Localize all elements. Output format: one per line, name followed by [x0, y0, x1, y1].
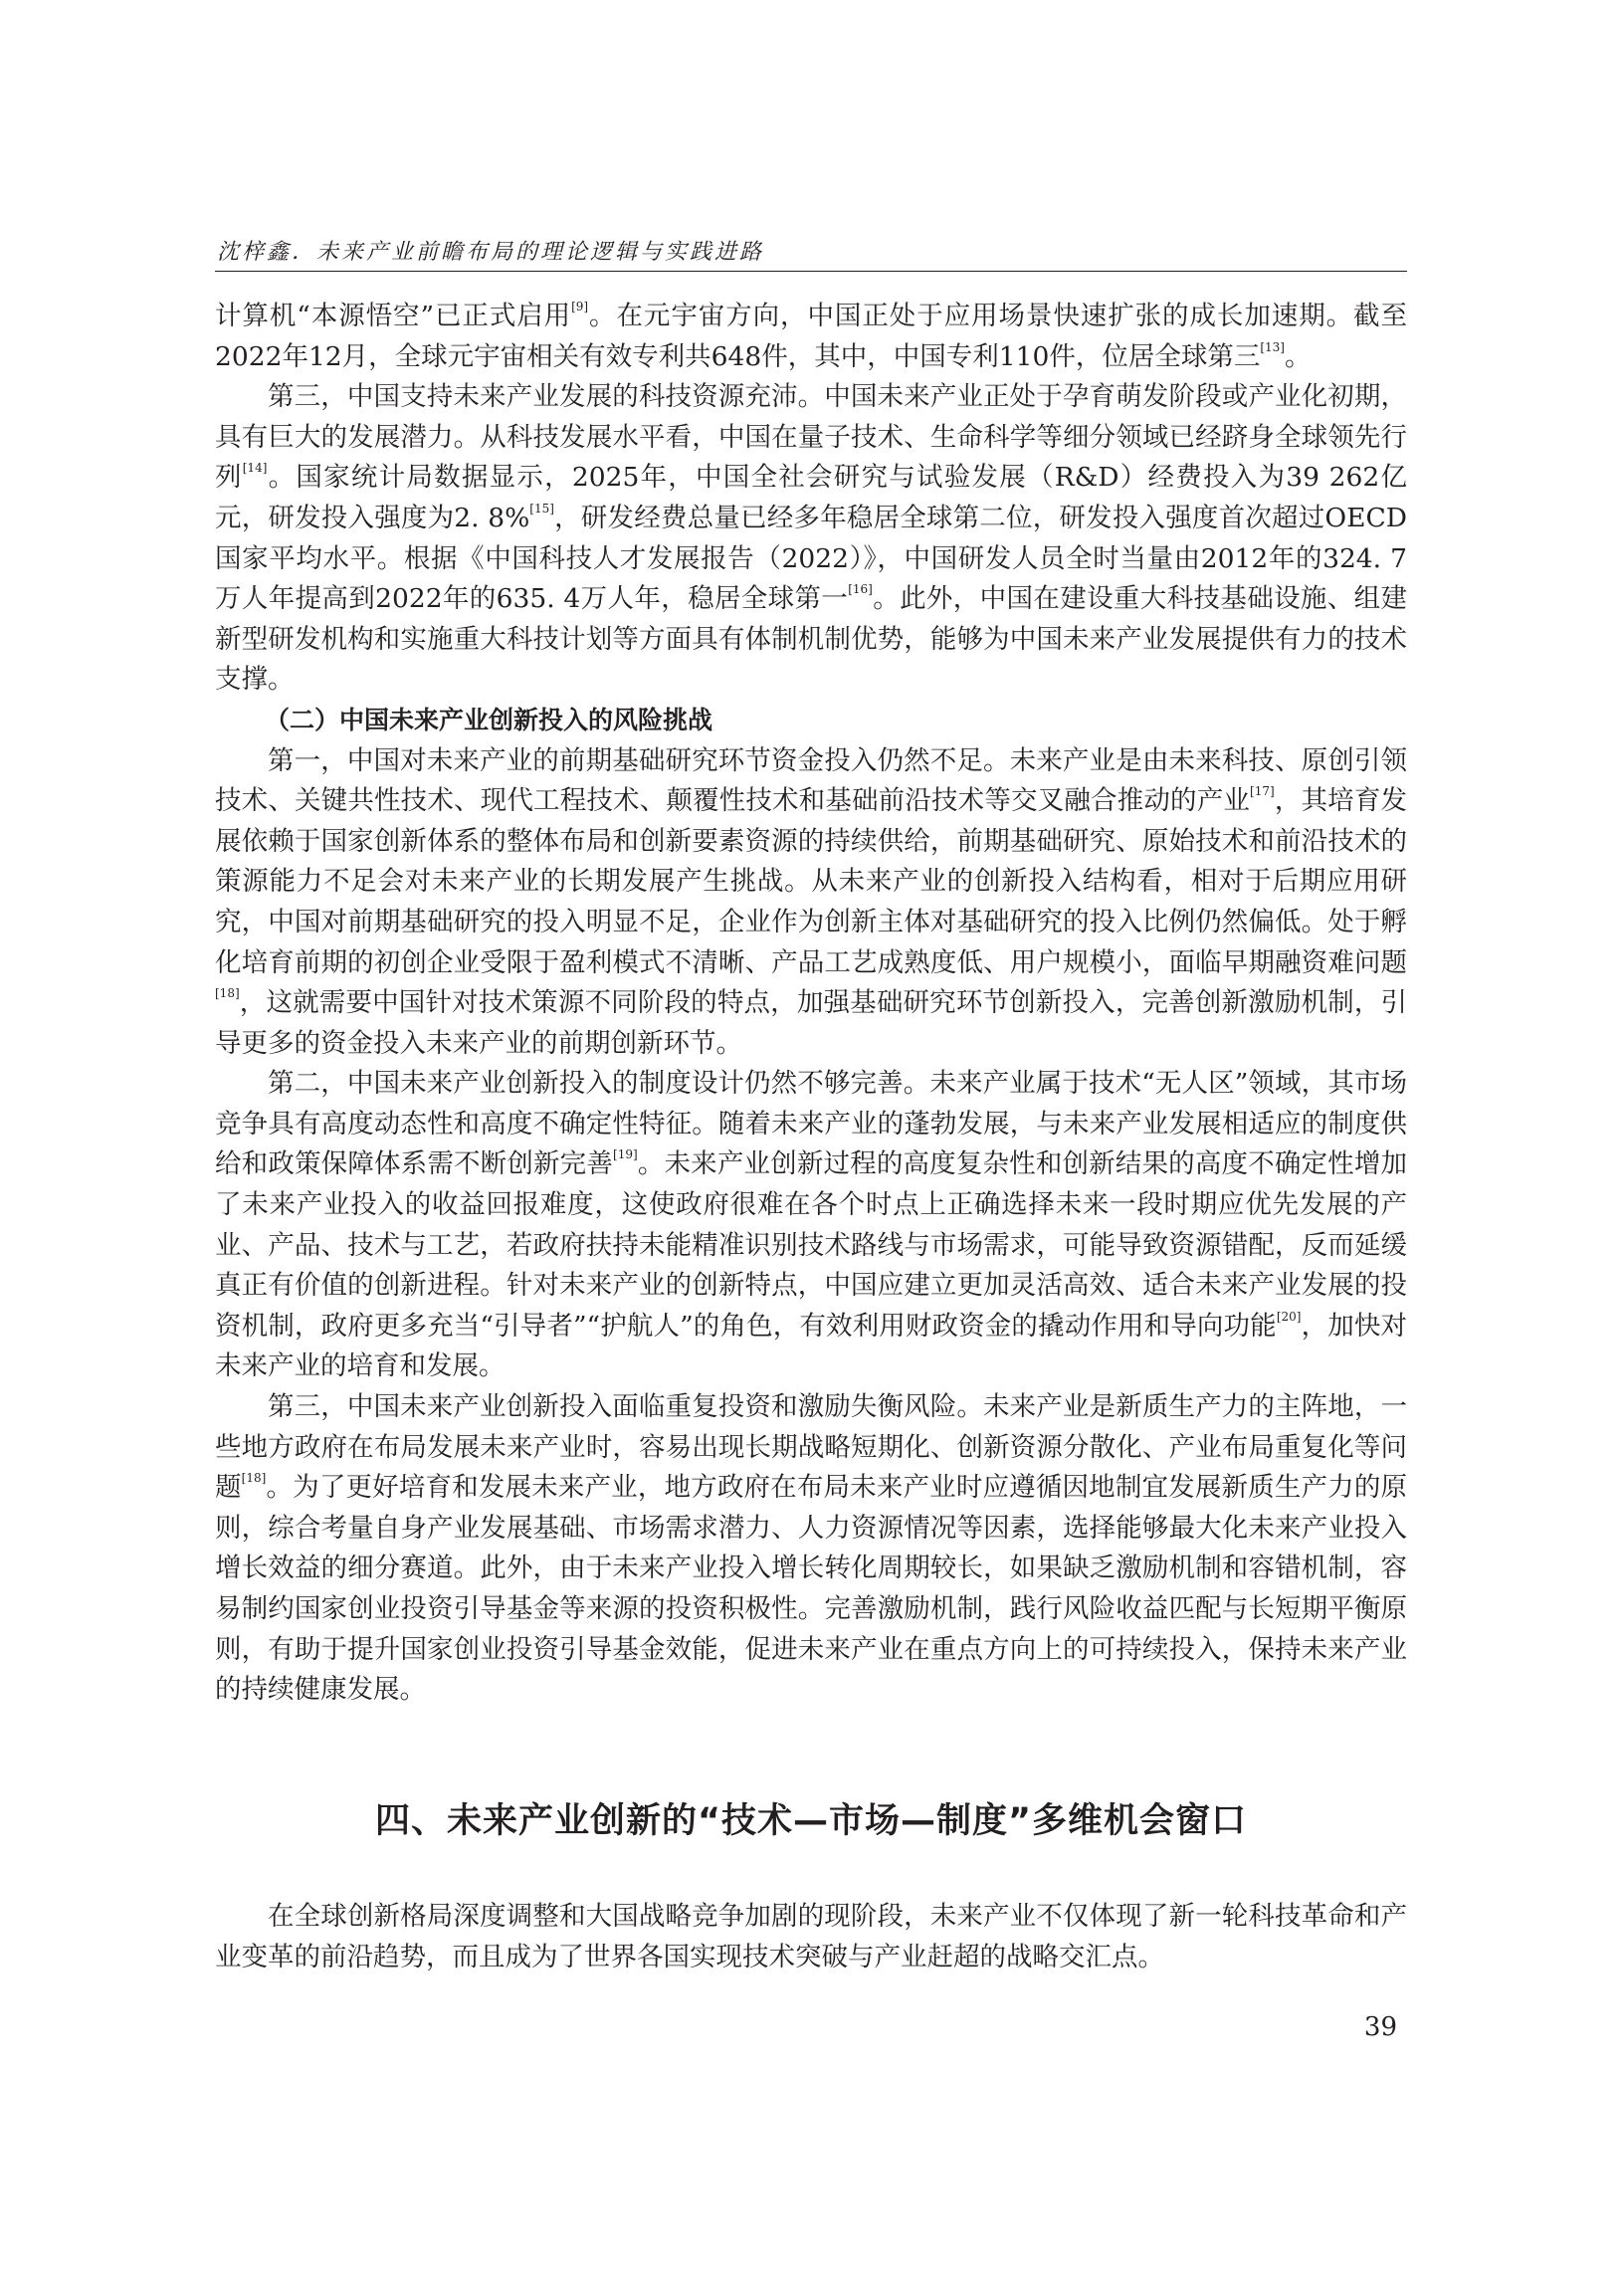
- paragraph-tech-resources: [215, 377, 1407, 701]
- text-run: 第二，中国未来产业创新投入的制度设计仍然不够完善。未来产业属于技术“无人区”领域，其市场竞争具有高度动态性和高度不确定性特征。随着未来产业的蓬勃发展，与未来产业发展相适应的制度供给和政策保障体系需不断创新完善: [215, 1068, 1407, 1180]
- text-run: ，其培育发展依赖于国家创新体系的整体布局和创新要素资源的持续供给，前期基础研究、原始技术和前沿技术的策源能力不足会对未来产业的长期发展产生挑战。从未来产业的创新投入结构看，相对于后期应用研究，中国对前期基础研究的投入明显不足，企业作为创新主体对基础研究的投入比例仍然偏低。处于孵化培育前期的初创企业受限于盈利模式不清晰、产品工艺成熟度低、用户规模小，面临早期融资难问题: [215, 785, 1408, 978]
- paragraph-continuation: [215, 297, 1407, 377]
- body-text: [215, 297, 1407, 1711]
- citation-ref: [19]: [613, 1147, 638, 1162]
- text-run: ，这就需要中国针对技术策源不同阶段的特点，加强基础研究环节创新投入，完善创新激励机制，引导更多的资金投入未来产业的前期创新环节。: [215, 987, 1407, 1059]
- paragraph-basic-research: [215, 741, 1407, 1065]
- text-run: 计算机“本源悟空”已正式启用: [215, 301, 572, 331]
- text-run: 第三，中国支持未来产业发展的科技资源充沛。中国未来产业正处于孕育萌发阶段或产业化初期，具有巨大的发展潜力。从科技发展水平看，中国在量子技术、生命科学等细分领域已经跻身全球领先行列: [215, 381, 1407, 494]
- text-run: 。在元宇宙方向，中国正处于应用场景快速扩张的成长加速期。截至2022年12月，全球元宇宙相关有效专利共648件，其中，中国专利110件，位居全球第三: [215, 301, 1407, 372]
- citation-ref: [14]: [242, 461, 268, 476]
- text-run: 第一，中国对未来产业的前期基础研究环节资金投入仍然不足。未来产业是由未来科技、原创引领技术、关键共性技术、现代工程技术、颠覆性技术和基础前沿技术等交叉融合推动的产业: [215, 744, 1407, 817]
- running-head-title: 沈梓鑫．未来产业前瞻布局的理论逻辑与实践进路: [217, 240, 765, 265]
- citation-ref: [18]: [215, 986, 240, 1001]
- text-run: 第三，中国未来产业创新投入面临重复投资和激励失衡风险。未来产业是新质生产力的主阵地，一些地方政府在布局发展未来产业时，容易出现长期战略短期化、创新资源分散化、产业布局重复化等问题: [215, 1391, 1407, 1504]
- page-number: 39: [1363, 2012, 1397, 2042]
- section-intro: [215, 1897, 1407, 1977]
- text-run: 。此外，中国在建设重大科技基础设施、组建新型研发机构和实施重大科技计划等方面具有体制机制优势，能够为中国未来产业发展提供有力的技术支撑。: [215, 583, 1407, 696]
- section-heading: 四、未来产业创新的“技术—市场—制度”多维机会窗口: [374, 1801, 1247, 1841]
- citation-ref: [16]: [848, 582, 873, 597]
- citation-ref: [20]: [1276, 1309, 1302, 1324]
- citation-ref: [17]: [1250, 784, 1275, 799]
- paragraph-section-intro: 在全球创新格局深度调整和大国战略竞争加剧的现阶段，未来产业不仅体现了新一轮科技革命和产业变革的前沿趋势，而且成为了世界各国实现技术突破与产业赶超的战略交汇点。: [215, 1901, 1407, 1972]
- paragraph-institutional-design: [215, 1064, 1407, 1387]
- citation-ref: [15]: [529, 501, 554, 516]
- text-run: 。未来产业创新过程的高度复杂性和创新结果的高度不确定性增加了未来产业投入的收益回报难度，这使政府很难在各个时点上正确选择未来一段时期应优先发展的产业、产品、技术与工艺，若政府扶持未能精准识别技术路线与市场需求，可能导致资源错配，反而延缓真正有价值的创新进程。针对未来产业的创新特点，中国应建立更加灵活高效、适合未来产业发展的投资机制，政府更多充当“引导者”“护航人”的角色，有效利用财政资金的撬动作用和导向功能: [215, 1148, 1408, 1342]
- text-run: 。: [1284, 340, 1312, 372]
- citation-ref: [13]: [1260, 339, 1285, 354]
- paragraph-duplicate-investment: [215, 1387, 1407, 1711]
- text-run: ，研发经费总量已经多年稳居全球第二位，研发投入强度首次超过OECD国家平均水平。根据《中国科技人才发展报告（2022）》，中国研发人员全时当量由2012年的324. 7万人年提高到2022年的635. 4万人年，稳居全球第一: [215, 502, 1408, 615]
- citation-ref: [18]: [241, 1471, 267, 1486]
- text-run: 。国家统计局数据显示，2025年，中国全社会研究与试验发展（R&D）经费投入为39 262亿元，研发投入强度为2. 8%: [215, 462, 1408, 533]
- text-run: ，加快对未来产业的培育和发展。: [215, 1310, 1408, 1382]
- subsection-heading: （二）中国未来产业创新投入的风险挑战: [265, 705, 713, 734]
- header-rule: [215, 271, 1407, 272]
- citation-ref: [9]: [571, 300, 589, 313]
- text-run: 。为了更好培育和发展未来产业，地方政府在布局未来产业时应遵循因地制宜发展新质生产力的原则，综合考量自身产业发展基础、市场需求潜力、人力资源情况等因素，选择能够最大化未来产业投入增长效益的细分赛道。此外，由于未来产业投入增长转化周期较长，如果缺乏激励机制和容错机制，容易制约国家创业投资引导基金等来源的投资积极性。完善激励机制，践行风险收益匹配与长短期平衡原则，有助于提升国家创业投资引导基金效能，促进未来产业在重点方向上的可持续投入，保持未来产业的持续健康发展。: [215, 1472, 1408, 1706]
